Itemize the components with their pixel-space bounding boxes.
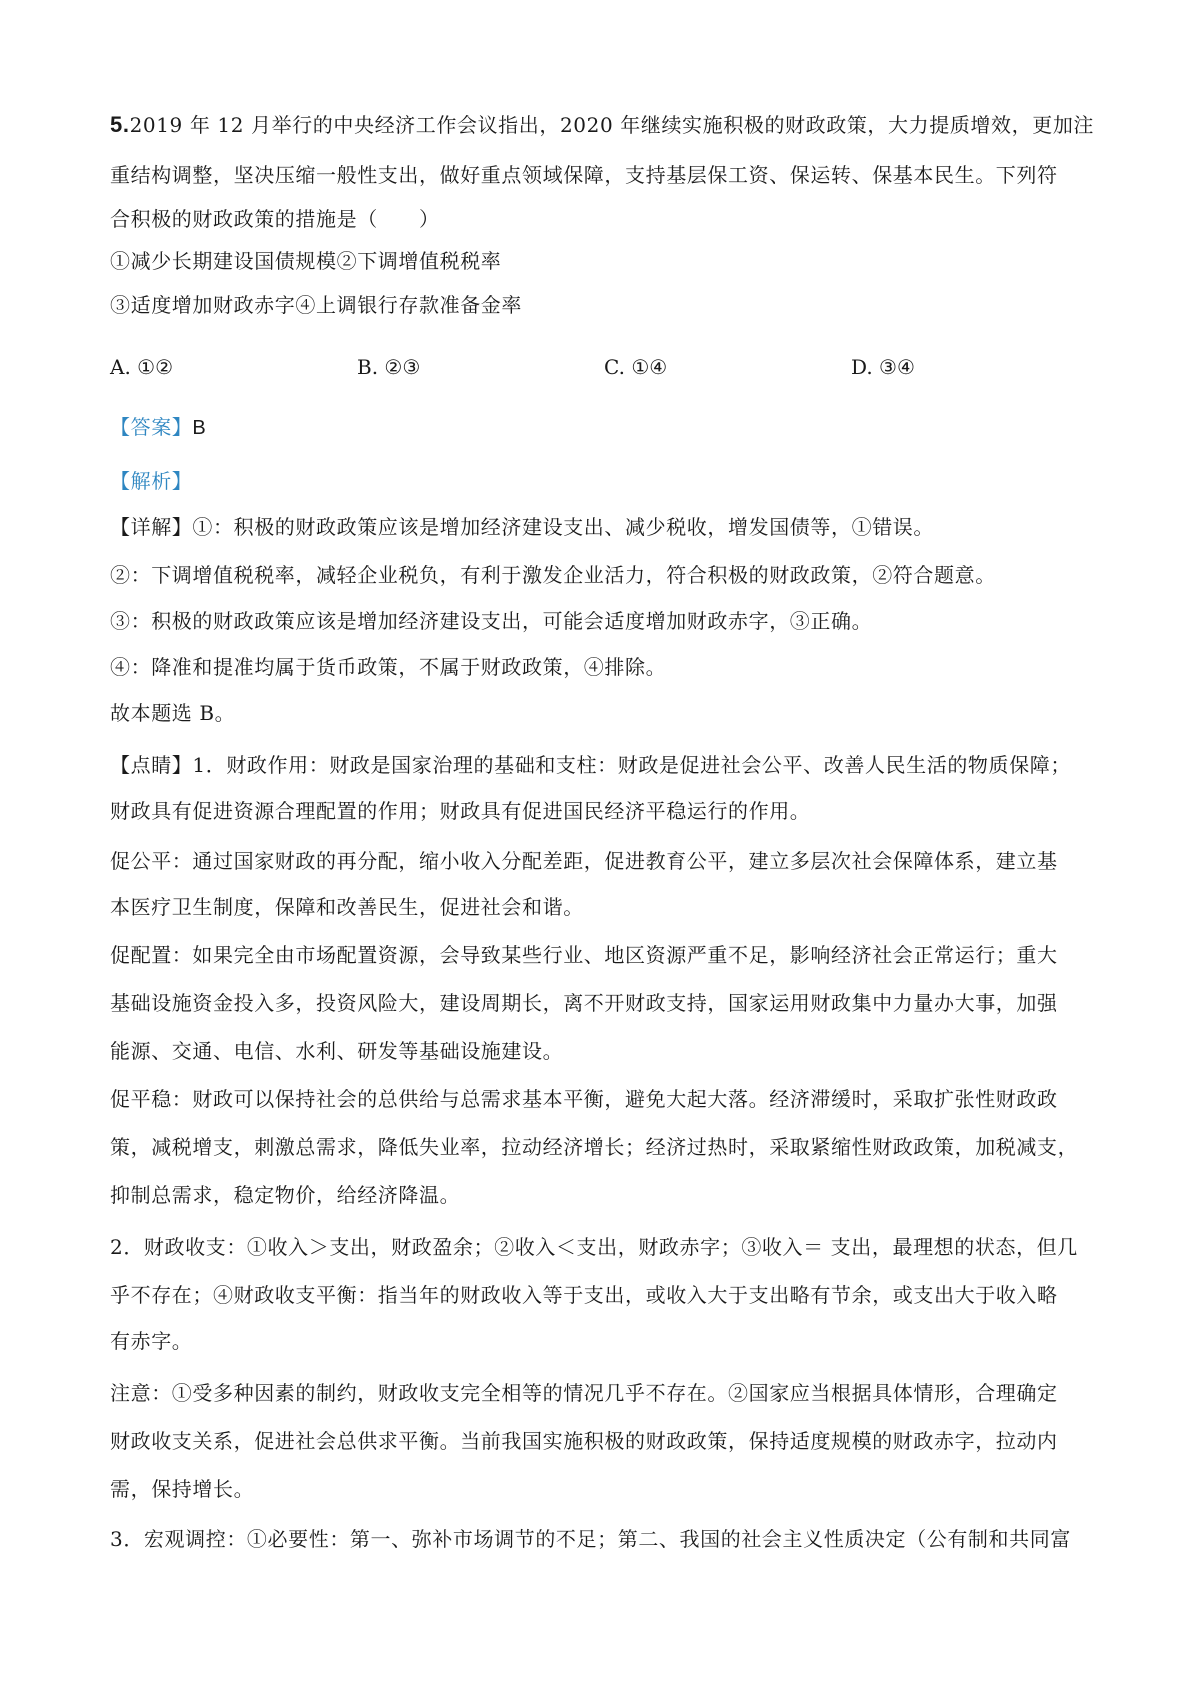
body-line: 促公平：通过国家财政的再分配，缩小收入分配差距，促进教育公平，建立多层次社会保障体系，建立基 — [110, 849, 1058, 873]
body-line: 3．宏观调控：①必要性：第一、弥补市场调节的不足；第二、我国的社会主义性质决定（公有制和共同富 — [110, 1527, 1071, 1551]
body-line: 财政收支关系，促进社会总供求平衡。当前我国实施积极的财政政策，保持适度规模的财政赤字，拉动内 — [110, 1429, 1058, 1453]
question-stem-line-1: 5.2019 年 12 月举行的中央经济工作会议指出，2020 年继续实施积极的财政政策，大力提质增效，更加注 — [110, 112, 1095, 137]
body-line: ④：降准和提准均属于货币政策，不属于财政政策，④排除。 — [110, 655, 667, 679]
answer-line — [110, 412, 1100, 443]
answer-value: B — [192, 417, 207, 439]
body-line: 基础设施资金投入多，投资风险大，建设周期长，离不开财政支持，国家运用财政集中力量办大事，加强 — [110, 991, 1058, 1015]
option-c: C. ①④ — [604, 355, 668, 379]
question-number: 5. — [110, 112, 130, 137]
statement-line-1: ①减少长期建设国债规模②下调增值税税率 — [110, 249, 502, 273]
statement-line-2: ③适度增加财政赤字④上调银行存款准备金率 — [110, 293, 522, 317]
body-line: 注意：①受多种因素的制约，财政收支完全相等的情况几乎不存在。②国家应当根据具体情形，合理确定 — [110, 1381, 1058, 1405]
option-d: D. ③④ — [851, 355, 915, 379]
body-line: 抑制总需求，稳定物价，给经济降温。 — [110, 1183, 461, 1207]
body-line: 能源、交通、电信、水利、研发等基础设施建设。 — [110, 1039, 564, 1063]
body-line: 有赤字。 — [110, 1329, 193, 1353]
body-line: ③：积极的财政政策应该是增加经济建设支出，可能会适度增加财政赤字，③正确。 — [110, 609, 873, 633]
question-stem-line-2: 重结构调整，坚决压缩一般性支出，做好重点领域保障，支持基层保工资、保运转、保基本民生。下列符 — [110, 163, 1058, 187]
option-b: B. ②③ — [357, 355, 421, 379]
body-line: 【点睛】1．财政作用：财政是国家治理的基础和支柱：财政是促进社会公平、改善人民生活的物质保障； — [110, 753, 1071, 777]
answer-options — [110, 355, 1100, 385]
body-line: 促平稳：财政可以保持社会的总供给与总需求基本平衡，避免大起大落。经济滞缓时，采取扩张性财政政 — [110, 1087, 1058, 1111]
body-line: 本医疗卫生制度，保障和改善民生，促进社会和谐。 — [110, 895, 584, 919]
body-line: 财政具有促进资源合理配置的作用；财政具有促进国民经济平稳运行的作用。 — [110, 799, 811, 823]
option-a: A. ①② — [110, 355, 174, 379]
body-line: 2．财政收支：①收入＞支出，财政盈余；②收入＜支出，财政赤字；③收入＝ 支出，最理想的状态，但几 — [110, 1235, 1078, 1259]
body-line: 策，减税增支，刺激总需求，降低失业率，拉动经济增长；经济过热时，采取紧缩性财政政策，加税减支， — [110, 1135, 1079, 1159]
body-line: 促配置：如果完全由市场配置资源，会导致某些行业、地区资源严重不足，影响经济社会正常运行；重大 — [110, 943, 1058, 967]
body-line: 乎不存在；④财政收支平衡：指当年的财政收入等于支出，或收入大于支出略有节余，或支出大于收入略 — [110, 1283, 1058, 1307]
body-line: 【详解】①：积极的财政政策应该是增加经济建设支出、减少税收，增发国债等，①错误。 — [110, 515, 934, 539]
body-line: 故本题选 B。 — [110, 701, 236, 725]
body-line: 需，保持增长。 — [110, 1477, 255, 1501]
analysis-label: 【解析】 — [110, 469, 193, 493]
question-stem-line-3: 合积极的财政政策的措施是（ ） — [110, 207, 440, 231]
answer-label: 【答案】 — [110, 415, 193, 439]
body-line: ②：下调增值税税率，减轻企业税负，有利于激发企业活力，符合积极的财政政策，②符合题意。 — [110, 563, 996, 587]
